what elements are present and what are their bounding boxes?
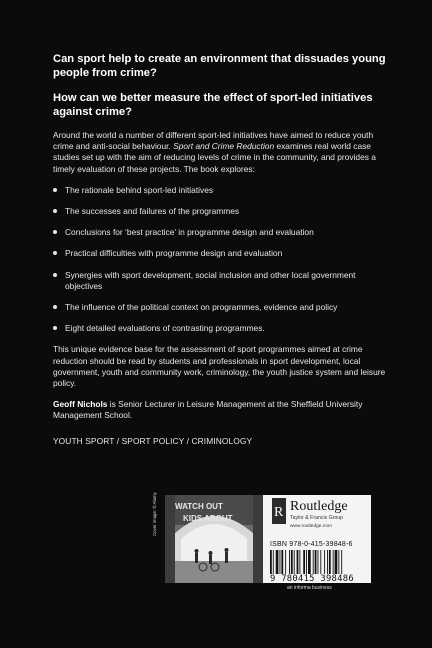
author-bio [53, 399, 393, 421]
svg-text:R: R [274, 505, 284, 520]
bullet-list [53, 185, 393, 335]
bullet-icon [53, 326, 57, 330]
photo-credit: Cover image: © Alamy [152, 492, 157, 536]
informa-tagline: an informa business [287, 585, 332, 591]
list-item: Eight detailed evaluations of contrasting programmes. [53, 323, 393, 334]
bullet-icon [53, 251, 57, 255]
graffiti-text-1: WATCH OUT [175, 502, 223, 511]
bullet-icon [53, 188, 57, 192]
bullet-icon [53, 230, 57, 234]
routledge-r-icon [272, 498, 286, 524]
subject-categories: YOUTH SPORT / SPORT POLICY / CRIMINOLOGY [53, 435, 253, 446]
author-name: Geoff Nichols [53, 399, 108, 410]
barcode-number: 9 780415 398486 [270, 574, 354, 584]
list-item: Synergies with sport development, social inclusion and other local government objectives [53, 270, 393, 292]
bullet-icon [53, 305, 57, 309]
publisher-name: Routledge [290, 499, 348, 514]
list-item: The rationale behind sport-led initiatives [53, 185, 393, 196]
book-title-italic: Sport and Crime Reduction [173, 141, 275, 152]
publisher-group: Taylor & Francis Group [290, 515, 344, 521]
intro-text-2: examines real world case studies set up with the aim of reducing levels of crime in the community, and provides a timely evaluation of these projects. The book explores: [53, 141, 376, 174]
bullet-icon [53, 209, 57, 213]
intro-text-1: Around the world a number of different sport-led initiatives have aimed to reduce youth crime and anti-social behaviour. [53, 130, 374, 152]
list-item: The influence of the political context on programmes, evidence and policy [53, 302, 393, 313]
question-1: Can sport help to create an environment that dissuades young people from crime? [53, 53, 386, 79]
graffiti-text-2: KIDS ABOUT [183, 514, 233, 523]
isbn-label: ISBN 978-0-415-39848-6 [270, 541, 353, 548]
publisher-url[interactable]: www.routledge.com [290, 524, 332, 529]
bullet-icon [53, 273, 57, 277]
tunnel-photo-image [165, 495, 263, 583]
cover-photo [165, 495, 263, 583]
intro-paragraph [53, 130, 393, 175]
list-item: Conclusions for ‘best practice’ in programme design and evaluation [53, 227, 393, 238]
question-2: How can we better measure the effect of sport-led initiatives against crime? [53, 92, 373, 118]
back-cover-text [53, 52, 393, 447]
author-bio-text: is Senior Lecturer in Leisure Management at the Sheffield University Management School. [53, 399, 363, 421]
barcode-icon [268, 550, 368, 574]
closing-paragraph: This unique evidence base for the assessment of sport programmes aimed at crime reduction should be read by students and professionals in sport development, local government, youth and community work, criminology, the youth justice system and leisure policy. [53, 344, 386, 389]
list-item: The successes and failures of the programmes [53, 206, 393, 217]
list-item: Practical difficulties with programme design and evaluation [53, 248, 393, 259]
